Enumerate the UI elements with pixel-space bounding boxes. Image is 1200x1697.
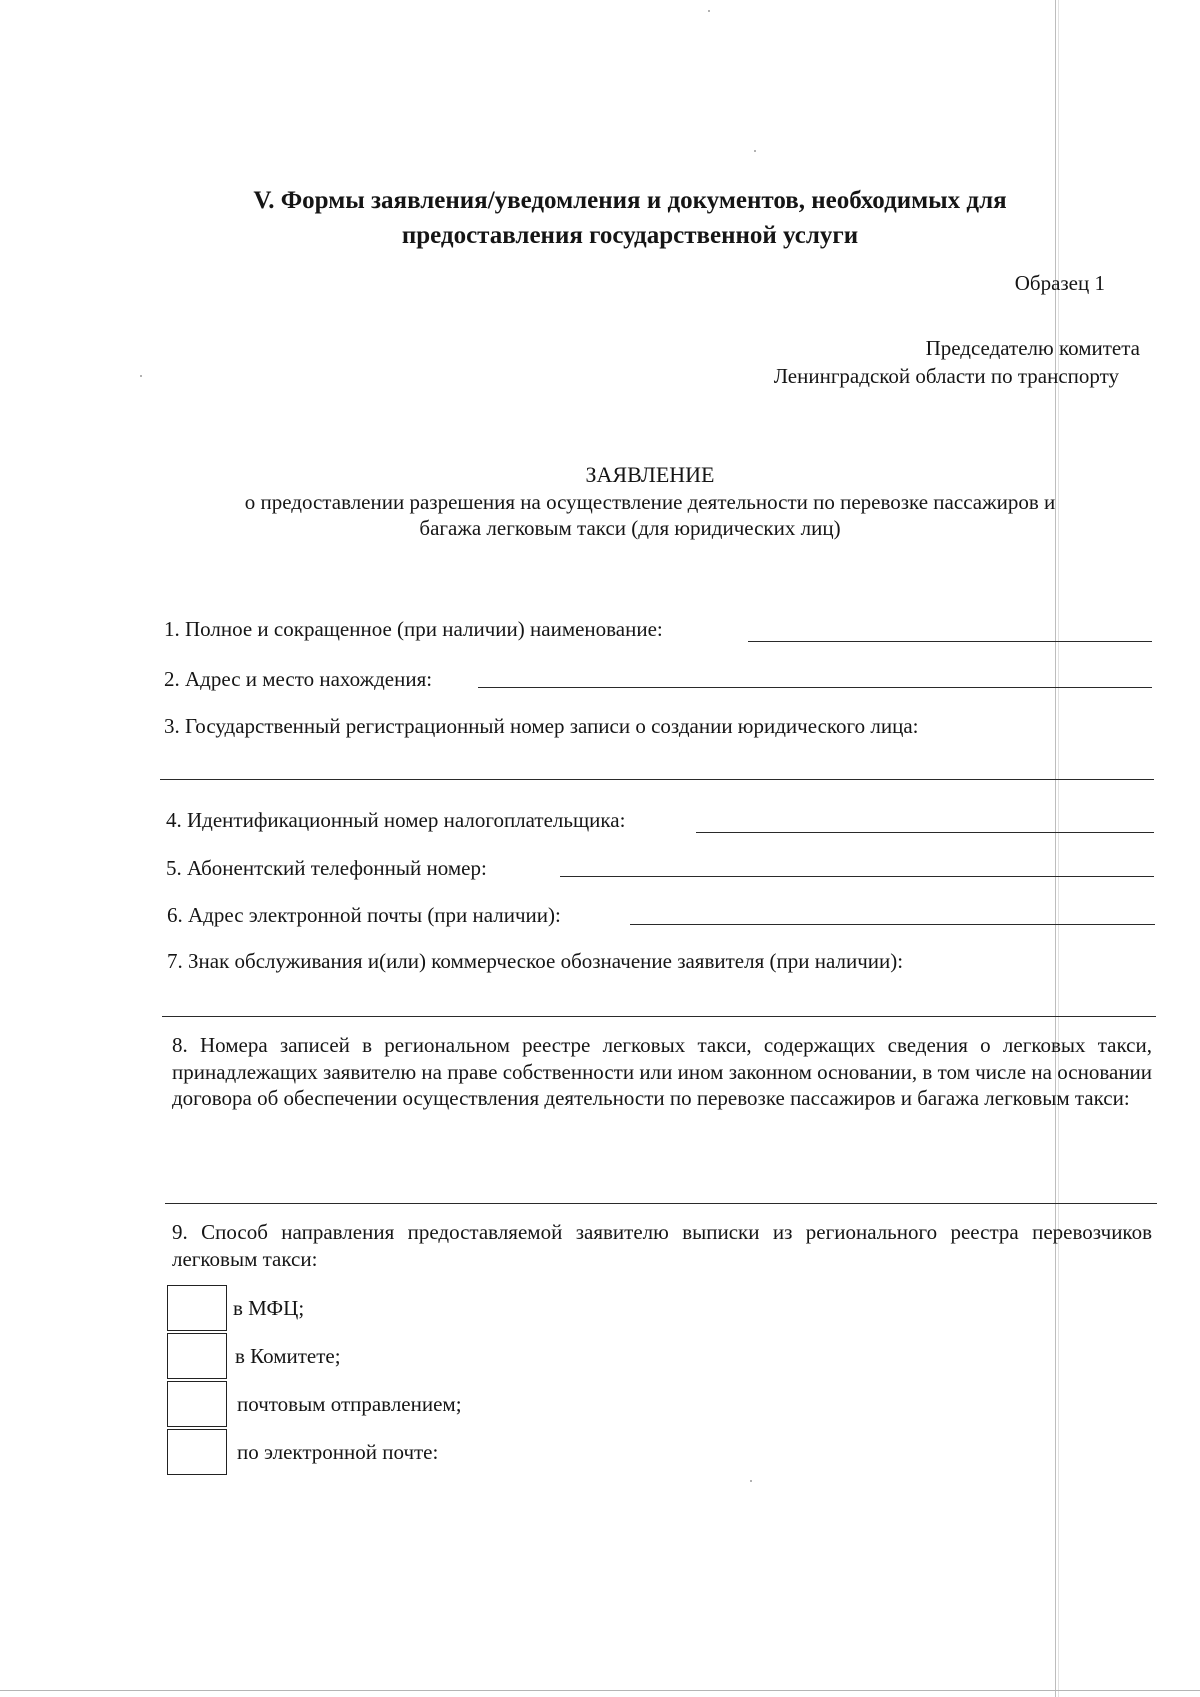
document-subtitle-line-1: о предоставлении разрешения на осуществление деятельности по перевозке пассажиров и bbox=[244, 490, 1056, 514]
field-label-service-mark: 7. Знак обслуживания и(или) коммерческое обозначение заявителя (при наличии): bbox=[167, 949, 904, 973]
scan-artifact-line bbox=[0, 1690, 1200, 1691]
fill-line-inn[interactable] bbox=[696, 832, 1154, 833]
field-label-full-name: 1. Полное и сокращенное (при наличии) наименование: bbox=[164, 617, 663, 641]
fill-line-email[interactable] bbox=[630, 924, 1155, 925]
checkbox-postal[interactable] bbox=[167, 1381, 227, 1427]
field-label-address: 2. Адрес и место нахождения: bbox=[164, 667, 433, 691]
delivery-option-label: по электронной почте: bbox=[237, 1440, 439, 1464]
delivery-option-label: в МФЦ; bbox=[233, 1296, 305, 1320]
scan-speck bbox=[750, 1480, 752, 1482]
field-label-inn: 4. Идентификационный номер налогоплательщика: bbox=[166, 808, 626, 832]
addressee-line-2: Ленинградской области по транспорту bbox=[773, 364, 1119, 388]
fill-line-registration-number[interactable] bbox=[160, 779, 1154, 780]
fill-line-registry-records[interactable] bbox=[165, 1203, 1157, 1204]
fill-line-full-name[interactable] bbox=[748, 641, 1152, 642]
document-title: ЗАЯВЛЕНИЕ bbox=[585, 462, 715, 487]
sample-label: Образец 1 bbox=[1014, 271, 1105, 295]
scan-speck bbox=[140, 375, 142, 377]
addressee-line-1: Председателю комитета bbox=[925, 336, 1140, 360]
delivery-option-label: почтовым отправлением; bbox=[237, 1392, 462, 1416]
checkbox-mfc[interactable] bbox=[167, 1285, 227, 1331]
fill-line-service-mark[interactable] bbox=[162, 1016, 1156, 1017]
scan-artifact-line bbox=[1055, 0, 1056, 1697]
delivery-option-label: в Комитете; bbox=[235, 1344, 341, 1368]
section-heading-line-1: V. Формы заявления/уведомления и документов, необходимых для bbox=[253, 187, 1007, 214]
field-label-email: 6. Адрес электронной почты (при наличии): bbox=[167, 903, 561, 927]
scan-speck bbox=[754, 150, 756, 152]
checkbox-email[interactable] bbox=[167, 1429, 227, 1475]
checkbox-committee[interactable] bbox=[167, 1333, 227, 1379]
fill-line-address[interactable] bbox=[478, 687, 1152, 688]
section-heading-line-2: предоставления государственной услуги bbox=[401, 222, 859, 249]
scan-speck bbox=[708, 10, 710, 12]
item-8-text: 8. Номера записей в региональном реестре легковых такси, содержащих сведения о легковых такси, принадлежащих заявителю на праве собственности или ином законном основании, в том числе на основании договора об обеспечении осуществления деятельности по перевозке пассажиров и багажа легковым такси: bbox=[172, 1033, 1152, 1110]
document-subtitle-line-2: багажа легковым такси (для юридических лиц) bbox=[419, 516, 841, 540]
field-label-registration-number: 3. Государственный регистрационный номер записи о создании юридического лица: bbox=[164, 714, 919, 738]
item-9-text: 9. Способ направления предоставляемой заявителю выписки из регионального реестра перевозчиков легковым такси: bbox=[172, 1220, 1152, 1271]
field-label-phone: 5. Абонентский телефонный номер: bbox=[166, 856, 487, 880]
scan-artifact-line bbox=[1058, 0, 1059, 1697]
fill-line-phone[interactable] bbox=[560, 876, 1154, 877]
